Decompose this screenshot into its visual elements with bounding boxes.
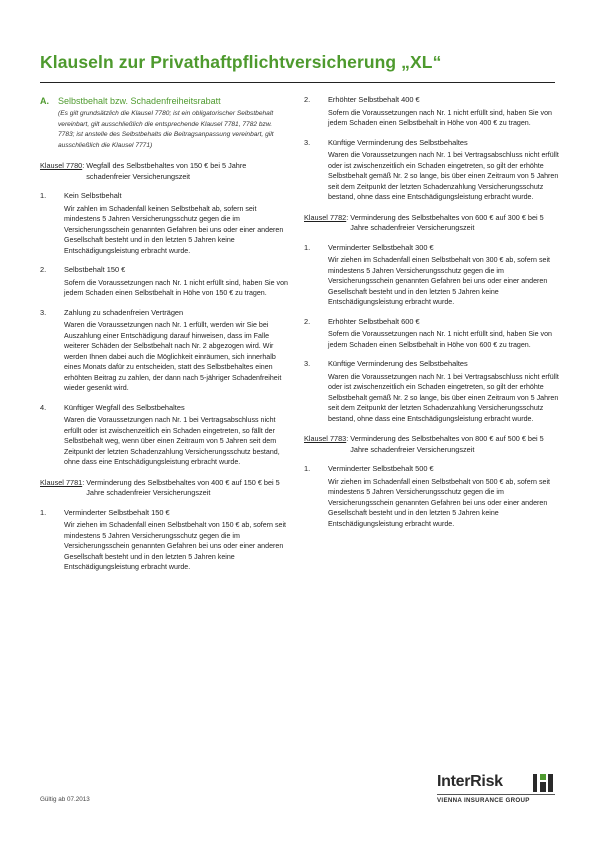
item-number: 1. <box>40 507 47 517</box>
item-number: 2. <box>304 95 311 104</box>
item-heading <box>40 308 290 319</box>
list-item <box>304 138 559 203</box>
item-title: Erhöhter Selbstbehalt 600 € <box>328 316 420 326</box>
item-number: 4. <box>40 402 47 412</box>
item-title: Künftige Verminderung des Selbstbehaltes <box>328 359 468 368</box>
title-divider <box>40 82 555 83</box>
item-body: Waren die Voraussetzungen nach Nr. 1 bei Vertragsabschluss nicht erfüllt oder ist zwischenzeitlich ein Schaden eingetreten, so gilt der erhöhte Selbstbehalt gemäß Nr. 2 so lange, bis über einen Zeitraum von 5 Jahren seit dem Zeitpunkt der letzten Schadenzahlung Versicherungsschutz bestand, ohne dass eine Entschädigungsleistung erbracht wurde. <box>328 151 559 201</box>
item-body: Wir ziehen im Schadenfall einen Selbstbehalt von 500 € ab, sofern seit mindestens 5 Jahren Versicherungsschutz gegen die im Versicherungsschein genannten Gefahren bei uns oder einer anderen Gesellschaft besteht und in den letzten 5 Jahren keine Entschädigungsleistung erbracht wurde. <box>328 477 551 528</box>
logo-wordmark: InterRisk <box>437 773 503 790</box>
item-title: Zahlung zu schadenfreien Verträgen <box>64 307 184 317</box>
right-column <box>304 95 559 529</box>
clause-7781-items-part2 <box>304 95 559 203</box>
item-number: 2. <box>40 265 47 274</box>
item-title: Künftiger Wegfall des Selbstbehaltes <box>64 402 185 412</box>
clause-7782-heading: Klausel 7782: Verminderung des Selbstbehaltes von 600 € auf 300 € bei 5 Jahre schadenfreier Versicherungszeit <box>304 213 559 234</box>
list-item <box>304 95 559 129</box>
item-number: 1. <box>304 242 311 252</box>
clause-7783-items <box>304 464 559 529</box>
item-heading <box>304 317 559 328</box>
list-item <box>40 508 290 573</box>
item-number: 3. <box>304 137 311 147</box>
item-heading <box>40 265 290 276</box>
clause-7783-heading: Klausel 7783: Verminderung des Selbstbehaltes von 800 € auf 500 € bei 5 Jahre schadenfreier Versicherungszeit <box>304 434 559 455</box>
clause-number: Klausel 7783 <box>304 434 347 443</box>
item-title: Erhöhter Selbstbehalt 400 € <box>328 95 420 104</box>
section-note: (Es gilt grundsätzlich die Klausel 7780; ist ein obligatorischer Selbstbehalt vereinbart, gilt ausschließlich die entsprechende Klausel 7781, 7782 bzw. 7783; ist anstelle des Selbstbehalts die Beitragsanpassung vereinbart, gilt ausschließlich die Klausel 7771) <box>58 110 274 149</box>
item-heading <box>40 508 290 519</box>
item-number: 3. <box>40 307 47 317</box>
page-title: Klauseln zur Privathaftpflichtversicherung „XL“ <box>40 52 442 72</box>
list-item <box>304 359 559 424</box>
list-item <box>304 317 559 351</box>
item-title: Kein Selbstbehalt <box>64 191 122 200</box>
list-item <box>304 243 559 308</box>
list-item <box>40 265 290 299</box>
logo-tagline: VIENNA INSURANCE GROUP <box>437 797 530 804</box>
item-heading <box>304 243 559 254</box>
item-heading <box>304 464 559 475</box>
clause-7781-items-part1 <box>40 508 290 573</box>
item-number: 3. <box>304 359 311 368</box>
clause-title: Verminderung des Selbstbehaltes von 800 € auf 500 € bei 5 Jahre schadenfreier Versicherungszeit <box>350 434 544 454</box>
item-body: Wir ziehen im Schadenfall einen Selbstbehalt von 150 € ab, sofern seit mindestens 5 Jahren Versicherungsschutz gegen die im Versicherungsschein genannten Gefahren bei uns oder einer anderen Gesellschaft besteht und in den letzten 5 Jahren keine Entschädigungsleistung erbracht wurde. <box>64 521 287 571</box>
left-column <box>40 95 290 573</box>
item-title: Künftige Verminderung des Selbstbehaltes <box>328 137 468 147</box>
item-body: Sofern die Voraussetzungen nach Nr. 1 nicht erfüllt sind, haben Sie von jedem Schaden einen Selbstbehalt in Höhe von 150 € zu tragen. <box>64 278 288 297</box>
item-body: Sofern die Voraussetzungen nach Nr. 1 nicht erfüllt sind, haben Sie von jedem Schaden einen Selbstbehalt in Höhe von 400 € zu tragen. <box>328 108 552 127</box>
clause-7782-items <box>304 243 559 425</box>
section-a-heading <box>40 95 290 107</box>
list-item <box>40 308 290 394</box>
item-title: Verminderter Selbstbehalt 300 € <box>328 242 434 252</box>
item-heading <box>40 403 290 414</box>
item-heading <box>304 138 559 149</box>
item-number: 1. <box>304 464 311 473</box>
list-item <box>40 403 290 468</box>
clause-title: Verminderung des Selbstbehaltes von 600 € auf 300 € bei 5 Jahre schadenfreier Versicherungszeit <box>350 212 544 232</box>
item-body: Waren die Voraussetzungen nach Nr. 1 bei Vertragsabschluss nicht erfüllt oder ist zwischenzeitlich ein Schaden eingetreten, so fällt der Selbstbehalt weg, wenn über einen Zeitraum von 5 Jahren seit dem Zeitpunkt der letzten Schadenzahlung Versicherungsschutz bestand, ohne dass eine Entschädigungsleistung erbracht wurde. <box>64 416 280 466</box>
clause-number: Klausel 7780 <box>40 161 83 170</box>
logo-divider <box>437 794 555 795</box>
item-title: Verminderter Selbstbehalt 500 € <box>328 464 434 473</box>
list-item <box>304 464 559 529</box>
clause-title: Verminderung des Selbstbehaltes von 400 € auf 150 € bei 5 Jahre schadenfreier Versicherungszeit <box>86 477 280 497</box>
item-body: Sofern die Voraussetzungen nach Nr. 1 nicht erfüllt sind, haben Sie von jedem Schaden einen Selbstbehalt in Höhe von 600 € zu tragen. <box>328 330 552 349</box>
item-title: Verminderter Selbstbehalt 150 € <box>64 507 170 517</box>
logo-mark-icon <box>532 772 554 794</box>
item-body: Waren die Voraussetzungen nach Nr. 1 bei Vertragsabschluss nicht erfüllt oder ist zwischenzeitlich ein Schaden eingetreten, so gilt der erhöhte Selbstbehalt gemäß Nr. 2 so lange, bis über einen Zeitraum von 5 Jahren seit dem Zeitpunkt der letzten Schadenzahlung Versicherungsschutz bestand, ohne dass eine Entschädigungsleistung erbracht wurde. <box>328 372 559 423</box>
interrisk-logo <box>437 770 555 814</box>
clause-number: Klausel 7781 <box>40 477 83 487</box>
clause-7780-items <box>40 191 290 468</box>
item-body: Waren die Voraussetzungen nach Nr. 1 erfüllt, werden wir Sie bei Auszahlung einer Entschädigung darauf hinweisen, dass im Falle weiterer Schäden der Selbstbehalt nach Nr. 2 abgezogen wird. Wir werden Ihnen dabei auch die Möglichkeit einräumen, sich innerhalb eines Monats dafür zu entscheiden, statt des Selbstbehaltes einen erhöhten Beitrag zu zahlen, der dann nach 5-jähriger Schadenfreiheit wieder gesenkt wird. <box>64 321 282 392</box>
item-number: 2. <box>304 316 311 326</box>
item-number: 1. <box>40 191 47 200</box>
list-item <box>40 191 290 256</box>
clause-number: Klausel 7782 <box>304 212 347 222</box>
item-body: Wir ziehen im Schadenfall einen Selbstbehalt von 300 € ab, sofern seit mindestens 5 Jahren Versicherungsschutz gegen die im Versicherungsschein genannten Gefahren bei uns oder einer anderen Gesellschaft besteht und in den letzten 5 Jahren keine Entschädigungsleistung erbracht wurde. <box>328 256 551 306</box>
item-body: Wir zahlen im Schadenfall keinen Selbstbehalt ab, sofern seit mindestens 5 Jahren Versicherungsschutz gegen die im Versicherungsschein genannten Gefahren bei uns oder einer anderen Gesellschaft besteht und in den letzten 5 Jahren keine Entschädigungsleistung erbracht wurde. <box>64 204 284 255</box>
item-heading <box>304 359 559 370</box>
item-title: Selbstbehalt 150 € <box>64 265 126 274</box>
clause-title: Wegfall des Selbstbehaltes von 150 € bei 5 Jahre schadenfreier Versicherungszeit <box>86 161 247 181</box>
clause-7780-heading: Klausel 7780: Wegfall des Selbstbehaltes von 150 € bei 5 Jahre schadenfreier Versicherungszeit <box>40 161 290 182</box>
section-letter: A. <box>40 96 49 106</box>
item-heading <box>40 191 290 202</box>
section-title: Selbstbehalt bzw. Schadenfreiheitsrabatt <box>58 96 221 106</box>
item-heading <box>304 95 559 106</box>
validity-date: Gültig ab 07.2013 <box>40 796 90 803</box>
clause-7781-heading: Klausel 7781: Verminderung des Selbstbehaltes von 400 € auf 150 € bei 5 Jahre schadenfreier Versicherungszeit <box>40 478 290 499</box>
